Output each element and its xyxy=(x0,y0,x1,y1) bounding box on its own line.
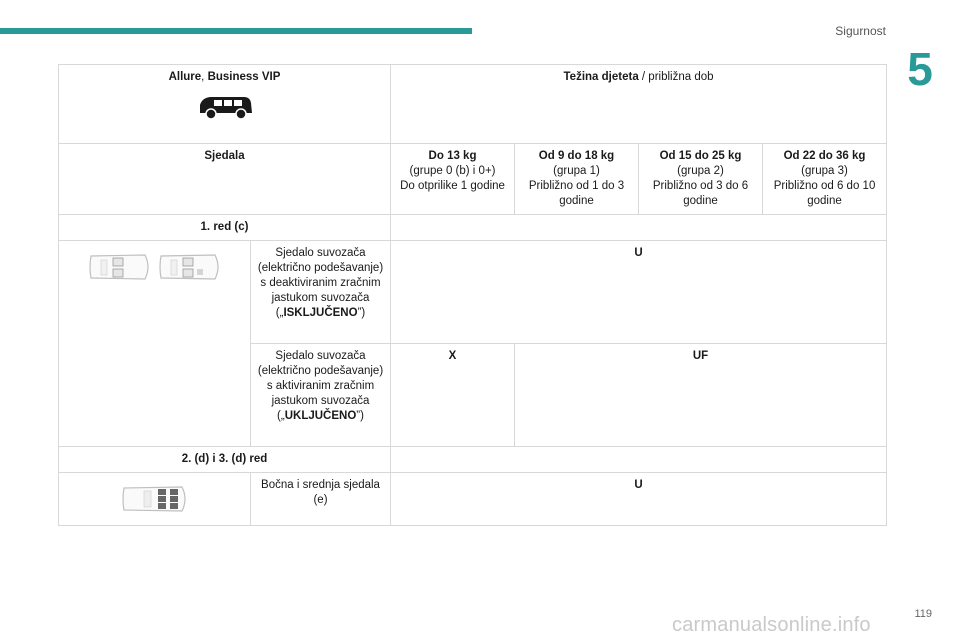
child-weight-header: Težina djeteta / približna dob xyxy=(391,65,887,144)
group-3-header: Od 22 do 36 kg (grupa 3) Približno od 6 do 10 godine xyxy=(763,144,887,215)
row23-label: 2. (d) i 3. (d) red xyxy=(59,447,391,473)
seats-column-header: Sjedala xyxy=(59,144,391,215)
rear-seats-label: Bočna i srednja sjedala (e) xyxy=(251,473,391,526)
chapter-number: 5 xyxy=(907,43,933,95)
vehicle-version-cell xyxy=(59,65,391,144)
passenger-airbag-off-row xyxy=(59,241,887,344)
group-header-row xyxy=(59,144,887,215)
rear-seats-value: U xyxy=(391,473,887,526)
airbag-off-value: U xyxy=(391,241,887,344)
group-0-header: Do 13 kg (grupe 0 (b) i 0+) Do otprilike 1 godine xyxy=(391,144,515,215)
row23-section-row xyxy=(59,447,887,473)
group-1-header: Od 9 do 18 kg (grupa 1) Približno od 1 do 3 godine xyxy=(515,144,639,215)
page-number: 119 xyxy=(914,608,932,620)
front-seat-diagram-cell xyxy=(59,241,251,447)
passenger-seat-airbag-on-label: Sjedalo suvozača (električno podešavanje) s aktiviranim zračnim jastukom suvozača („UKLJUČENO”) xyxy=(251,344,391,447)
rear-seats-row xyxy=(59,473,887,526)
group-2-header: Od 15 do 25 kg (grupa 2) Približno od 3 do 6 godine xyxy=(639,144,763,215)
car-silhouette-icon xyxy=(63,85,386,126)
table-header-row xyxy=(59,65,887,144)
child-seat-table xyxy=(58,64,887,526)
front-passenger-seat-diagram-icon xyxy=(63,246,246,284)
airbag-on-group0-value: X xyxy=(391,344,515,447)
rear-seat-diagram-cell xyxy=(59,473,251,526)
airbag-on-other-groups-value: UF xyxy=(515,344,887,447)
vehicle-version-label: Allure, Business VIP xyxy=(168,71,281,83)
section-title: Sigurnost xyxy=(835,24,886,38)
rear-seats-diagram-icon xyxy=(63,478,246,516)
header-accent-bar xyxy=(0,28,472,34)
row1-section-row xyxy=(59,215,887,241)
watermark: carmanualsonline.info xyxy=(672,614,871,636)
row1-label: 1. red (c) xyxy=(59,215,391,241)
passenger-seat-airbag-off-label: Sjedalo suvozača (električno podešavanje) s deaktiviranim zračnim jastukom suvozača („ISKLJUČENO”) xyxy=(251,241,391,344)
